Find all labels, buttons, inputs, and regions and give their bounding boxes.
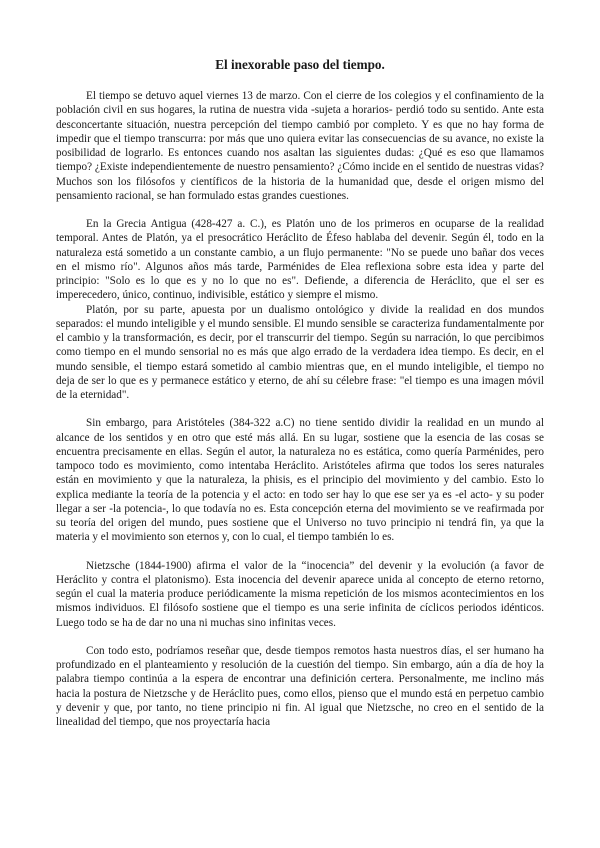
paragraph-3: Platón, por su parte, apuesta por un dualismo ontológico y divide la realidad en dos mundos separados: el mundo inteligible y el mundo sensible. El mundo sensible se caracteriza fundamentalmente por el cambio y la transformación, es decir, por el transcurrir del tiempo. Según su narración, lo que percibimos como tiempo en el mundo sensorial no es más que algo errado de la verdadera idea tiempo. Es decir, en el mundo sensible, el tiempo estará sometido al cambio mientras que, en el mundo inteligible, el tiempo no deja de ser lo que es y permanece estático y eterno, de ahí su célebre frase: "el tiempo es una imagen móvil de la eternidad". bbox=[56, 303, 544, 401]
paragraph-4: Sin embargo, para Aristóteles (384-322 a.C) no tiene sentido dividir la realidad en un mundo al alcance de los sentidos y en otro que esté más allá. En su lugar, sostiene que la esencia de las cosas se encuentra precisamente en ellas. Según el autor, la naturaleza no es estática, como quería Parménides, pero tampoco todo es movimiento, como intentaba Heráclito. Aristóteles afirma que todos los seres naturales están en movimiento y que la naturaleza, la phisis, es el principio del movimiento y del cambio. Esto lo explica mediante la teoría de la potencia y el acto: en todo ser hay lo que ese ser ya es -el acto- y su poder llegar a ser -la potencia-, lo que todavía no es. Esta concepción eterna del movimiento se ve reafirmada por su teoría del origen del mundo, pues sostiene que el Universo no tuvo principio ni tendrá fin, ya que la materia y el movimiento son eternos y, con lo cual, el tiempo también lo es. bbox=[56, 417, 544, 544]
paragraph-1: El tiempo se detuvo aquel viernes 13 de marzo. Con el cierre de los colegios y el confinamiento de la población civil en sus hogares, la rutina de nuestra vida -sujeta a horarios- perdió todo su sentido. Ante esta desconcertante situación, nuestra percepción del tiempo cambió por completo. Y es que no hay forma de impedir que el tiempo transcurra: por más que uno quiera evitar las consecuencias de su avance, no existe la posibilidad de lograrlo. Es entonces cuando nos asaltan las siguientes dudas: ¿Qué es eso que llamamos tiempo? ¿Existe independientemente de nuestro pensamiento? ¿Cómo incide en el sentido de nuestras vidas? Muchos son los filósofos y científicos de la historia de la humanidad que, desde el origen mismo del pensamiento racional, se han formulado estas grandes cuestiones. bbox=[56, 90, 544, 202]
paragraph-2: En la Grecia Antigua (428-427 a. C.), es Platón uno de los primeros en ocuparse de la realidad temporal. Antes de Platón, ya el presocrático Heráclito de Éfeso hablaba del devenir. Según él, todo en la naturaleza está sometido a un constante cambio, a un flujo permanente: "No se puede uno bañar dos veces en el mismo río". Algunos años más tarde, Parménides de Elea reflexiona sobre esta idea y parte del principio: "Solo es lo que es y no lo que no es". Defiende, a diferencia de Heráclito, que el ser es imperecedero, único, continuo, indivisible, estático y siempre el mismo. bbox=[56, 218, 544, 302]
document-title: El inexorable paso del tiempo. bbox=[215, 57, 385, 72]
document-body bbox=[56, 89, 544, 729]
paragraph-6: Con todo esto, podríamos reseñar que, desde tiempos remotos hasta nuestros días, el ser humano ha profundizado en el planteamiento y resolución de la cuestión del tiempo. Sin embargo, aún a día de hoy la palabra tiempo continúa a la espera de encontrar una definición certera. Personalmente, me inclino más hacia la postura de Nietzsche y de Heráclito pues, como ellos, pienso que el mundo está en perpetuo cambio y devenir y que, por tanto, no tiene principio ni fin. Al igual que Nietzsche, no creo en el sentido de la linealidad del tiempo, que nos proyectaría hacia bbox=[56, 644, 544, 728]
paragraph-5: Nietzsche (1844-1900) afirma el valor de la “inocencia” del devenir y la evolución (a favor de Heráclito y contra el platonismo). Esta inocencia del devenir aparece unida al concepto de eterno retorno, según el cual la materia produce periódicamente la misma repetición de los mismos acontecimientos en los mismos individuos. El filósofo sostiene que el tiempo es una serie infinita de cíclicos periodos idénticos. Luego todo se ha de dar no una ni muchas sino infinitas veces. bbox=[56, 559, 544, 629]
